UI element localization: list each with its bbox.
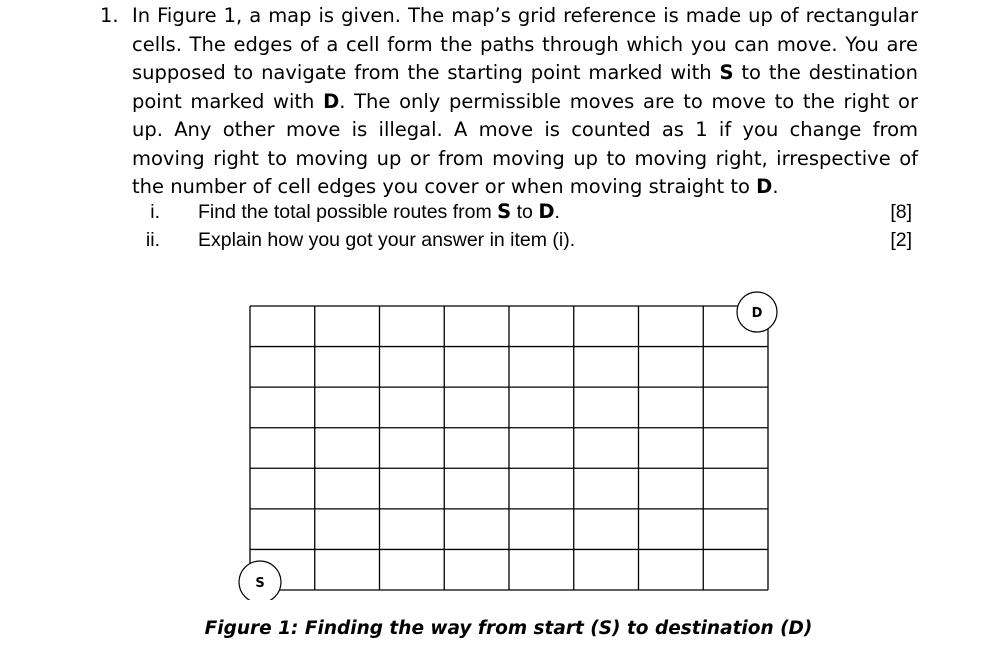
destination-marker bbox=[737, 292, 777, 332]
subquestion-numeral: ii. bbox=[145, 229, 160, 251]
subquestion-text-part: Find the total possible routes from bbox=[198, 201, 498, 223]
start-marker-text: S bbox=[719, 61, 734, 84]
grid-map bbox=[236, 290, 786, 600]
destination-marker-text: D bbox=[538, 200, 555, 223]
start-label: S bbox=[255, 576, 265, 591]
subquestion-text: Explain how you got your answer in item (i). bbox=[198, 229, 576, 251]
question-text-part: . The only permissible moves are to move to the right or up. Any other move is illegal. A move is counted as 1 if you change from moving right to moving up or from moving up to moving right, irrespective of the number of cell edges you cover or when moving straight to bbox=[132, 89, 918, 198]
subquestion-text bbox=[198, 198, 560, 226]
question-text-part: to the destination point marked with bbox=[132, 61, 918, 113]
question-text bbox=[132, 2, 918, 202]
destination-marker-text: D bbox=[756, 175, 773, 198]
destination-label: D bbox=[751, 306, 763, 321]
subquestion-numeral: i. bbox=[150, 201, 160, 223]
figure-caption: Figure 1: Finding the way from start (S) to destination (D) bbox=[204, 618, 813, 639]
subquestion-i bbox=[100, 198, 920, 226]
start-marker bbox=[239, 561, 281, 600]
question-text-part: . bbox=[772, 175, 779, 198]
subquestion-text-part: to bbox=[511, 201, 539, 223]
map-grid bbox=[250, 306, 768, 590]
subquestion-marks: [2] bbox=[890, 229, 912, 251]
destination-marker-text: D bbox=[323, 89, 340, 113]
subquestion-marks: [8] bbox=[890, 201, 912, 223]
subquestion-ii bbox=[100, 226, 920, 254]
subquestion-text-part: . bbox=[554, 201, 560, 223]
question-text-part: In Figure 1, a map is given. The map’s grid reference is made up of rectangular cells. The edges of a cell form the paths through which you can move. You are supposed to navigate from the starting point marked with bbox=[132, 4, 918, 84]
figure-1 bbox=[236, 290, 786, 600]
start-marker-text: S bbox=[497, 200, 512, 223]
question-number: 1. bbox=[100, 4, 119, 27]
